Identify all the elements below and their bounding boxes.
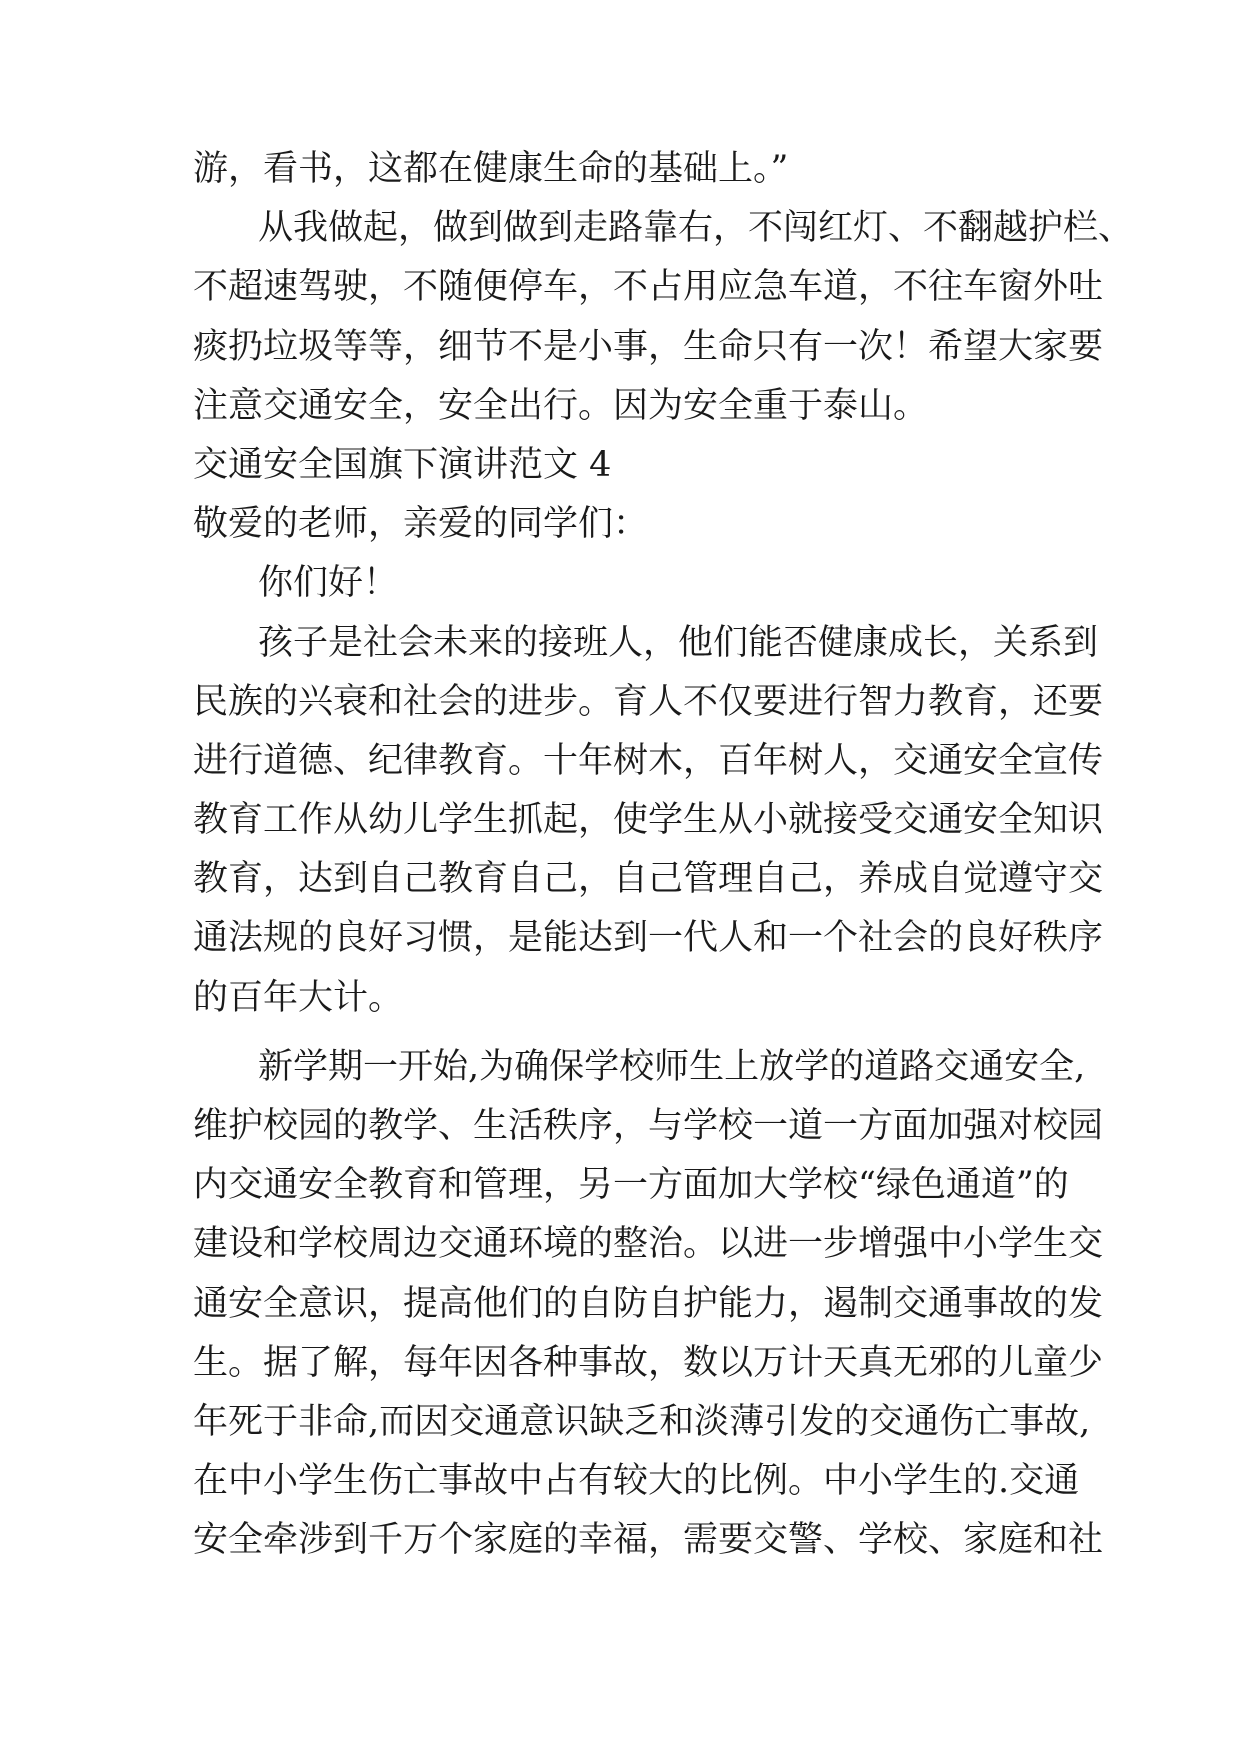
paragraph-line: 安全牵涉到千万个家庭的幸福，需要交警、学校、家庭和社 — [193, 1520, 1104, 1561]
paragraph-line: 教育，达到自己教育自己，自己管理自己，养成自觉遵守交 — [193, 859, 1104, 900]
paragraph-line: 不超速驾驶，不随便停车，不占用应急车道，不往车窗外吐 — [193, 267, 1104, 308]
paragraph-line: 痰扔垃圾等等，细节不是小事，生命只有一次！希望大家要 — [193, 326, 1104, 367]
paragraph-line: 的百年大计。 — [193, 977, 404, 1018]
paragraph-line: 新学期一开始,为确保学校师生上放学的道路交通安全, — [258, 1046, 1086, 1087]
paragraph-gap — [193, 1028, 1053, 1038]
salutation: 敬爱的老师，亲爱的同学们： — [193, 504, 649, 545]
paragraph-line: 通法规的良好习惯，是能达到一代人和一个社会的良好秩序 — [193, 918, 1104, 959]
paragraph-line: 在中小学生伤亡事故中占有较大的比例。中小学生的.交通 — [193, 1461, 1080, 1502]
section-heading: 交通安全国旗下演讲范文 4 — [193, 444, 612, 485]
paragraph-line: 年死于非命,而因交通意识缺乏和淡薄引发的交通伤亡事故, — [193, 1401, 1091, 1442]
paragraph-line: 教育工作从幼儿学生抓起，使学生从小就接受交通安全知识 — [193, 800, 1104, 841]
paragraph-line: 注意交通安全，安全出行。因为安全重于泰山。 — [193, 385, 929, 426]
paragraph-line: 孩子是社会未来的接班人，他们能否健康成长，关系到 — [258, 622, 1099, 663]
paragraph-line: 进行道德、纪律教育。十年树木，百年树人，交通安全宣传 — [193, 740, 1104, 781]
paragraph-line: 建设和学校周边交通环境的整治。以进一步增强中小学生交 — [193, 1224, 1104, 1265]
document-body — [193, 140, 1134, 1571]
paragraph-line: 内交通安全教育和管理，另一方面加大学校“绿色通道”的 — [193, 1165, 1069, 1206]
paragraph-line: 生。据了解，每年因各种事故，数以万计天真无邪的儿童少 — [193, 1342, 1104, 1383]
paragraph-line: 通安全意识，提高他们的自防自护能力，遏制交通事故的发 — [193, 1283, 1104, 1324]
paragraph-line: 维护校园的教学、生活秩序，与学校一道一方面加强对校园 — [193, 1106, 1104, 1146]
greeting: 你们好！ — [258, 563, 399, 604]
paragraph-line: 游，看书，这都在健康生命的基础上。” — [193, 149, 789, 189]
paragraph-line: 从我做起，做到做到走路靠右，不闯红灯、不翻越护栏、 — [258, 208, 1134, 249]
paragraph-line: 民族的兴衰和社会的进步。育人不仅要进行智力教育，还要 — [193, 681, 1104, 722]
